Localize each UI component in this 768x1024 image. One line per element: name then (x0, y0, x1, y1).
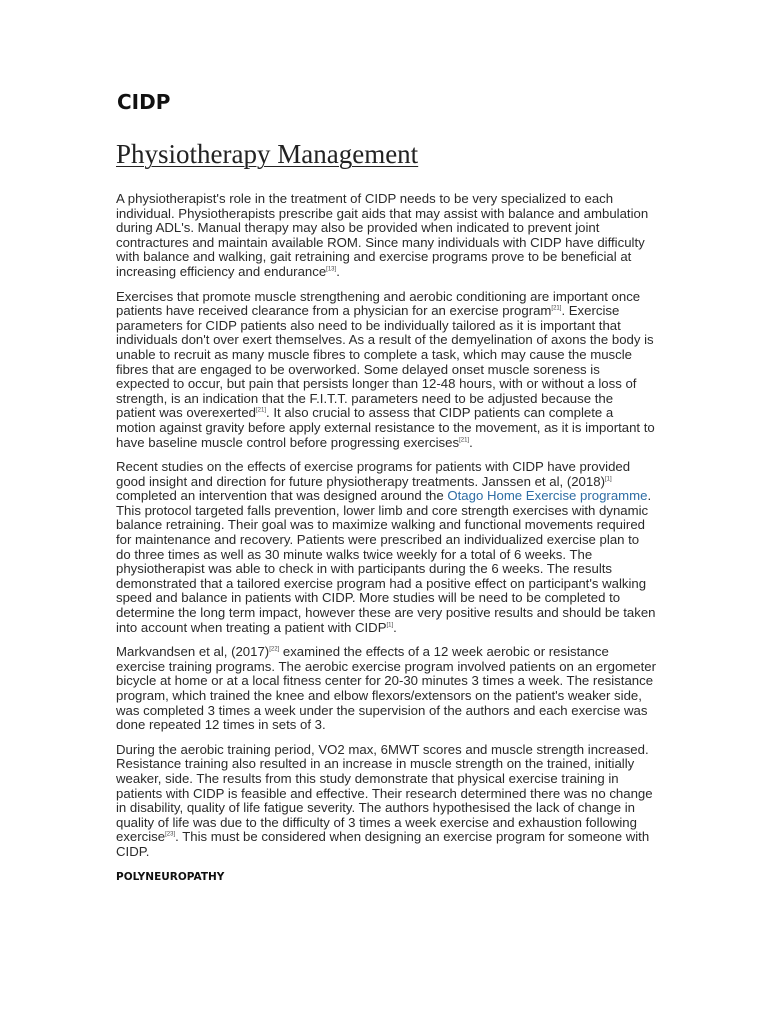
otago-programme-link[interactable]: Otago Home Exercise programme (447, 488, 648, 504)
section-heading: Physiotherapy Management (116, 139, 419, 169)
document-title: CIDP (117, 90, 171, 114)
reference-marker[interactable]: [13] (326, 266, 337, 273)
document-body (116, 192, 656, 884)
reference-marker[interactable]: [1] (386, 622, 394, 629)
paragraph-training-results: During the aerobic training period, VO2 max, 6MWT scores and muscle strength increased. Resistance training also resulted in an increase in muscle strength on the trained, initially weaker, side. The results from this study demonstrate that physical exercise training in patients with CIDP is feasible and effective. Their research determined there was no change in disability, quality of life fatigue severity. The authors hypothesised the lack of change in quality of life was due to the difficulty of 3 times a week exercise and exhaustion following exercise[23]. This must be considered when designing an exercise program for someone with CIDP. (116, 741, 653, 859)
paragraph-recent-studies: Recent studies on the effects of exercise programs for patients with CIDP have provided good insight and direction for future physiotherapy treatments. Janssen et al, (2018)[1] completed an intervention that was designed around the Otago Home Exercise programme. This protocol targeted falls prevention, lower limb and core strength exercises with dynamic balance retraining. Their goal was to maximize walking and functional movements required for maintenance and recovery. Patients were prescribed an individualized exercise plan to do three times as well as 30 minute walks twice weekly for a total of 6 weeks. The physiotherapist was able to check in with participants during the 6 weeks. The results demonstrated that a tailored exercise program had a positive effect on participant's walking speed and balance in patients with CIDP. More studies will be need to be completed to determine the long term impact, however these are very positive results and should be taken into account when treating a patient with CIDP[1]. (116, 459, 656, 635)
reference-marker[interactable]: [23] (165, 831, 176, 838)
reference-marker[interactable]: [1] (604, 476, 612, 483)
reference-marker[interactable]: [21] (256, 407, 267, 414)
paragraph-markvandsen-study: Markvandsen et al, (2017)[22] examined the effects of a 12 week aerobic or resistance exercise training programs. The aerobic exercise program involved patients on an ergometer bicycle at home or at a local fitness center for 20-30 minutes 3 times a week. The resistance program, which trained the knee and elbow flexors/extensors on the patient's weaker side, was completed 3 times a week under the supervision of the authors and each exercise was done repeated 12 times in sets of 3. (116, 644, 656, 733)
subheading-polyneuropathy: POLYNEUROPATHY (116, 870, 225, 883)
paragraph-exercise-parameters: Exercises that promote muscle strengthening and aerobic conditioning are important once patients have received clearance from a physician for an exercise program[21]. Exercise parameters for CIDP patients also need to be individually tailored as it is important that individuals don't over exert themselves. As a result of the demyelination of axons the body is unable to recruit as many muscle fibres to complete a task, which may cause the muscle fibres that are engaged to be overworked. Some delayed onset muscle soreness is expected to occur, but pain that persists longer than 12-48 hours, with or without a loss of strength, is an indication that the F.I.T.T. parameters need to be adjusted because the patient was overexerted[21]. It also crucial to assess that CIDP patients can complete a motion against gravity before apply external resistance to the movement, as it is important to have baseline muscle control before progressing exercises[21]. (116, 288, 655, 450)
reference-marker[interactable]: [21] (551, 305, 562, 312)
paragraph-role-of-physiotherapist: A physiotherapist's role in the treatment of CIDP needs to be very specialized to each individual. Physiotherapists prescribe gait aids that may assist with balance and ambulation during ADL's. Manual therapy may also be provided when indicated to prevent joint contractures and maintain available ROM. Since many individuals with CIDP have difficulty with balance and walking, gait retraining and exercise programs prove to be beneficial at increasing efficiency and endurance[13]. (116, 191, 649, 279)
reference-marker[interactable]: [22] (269, 646, 280, 653)
reference-marker[interactable]: [21] (459, 437, 470, 444)
